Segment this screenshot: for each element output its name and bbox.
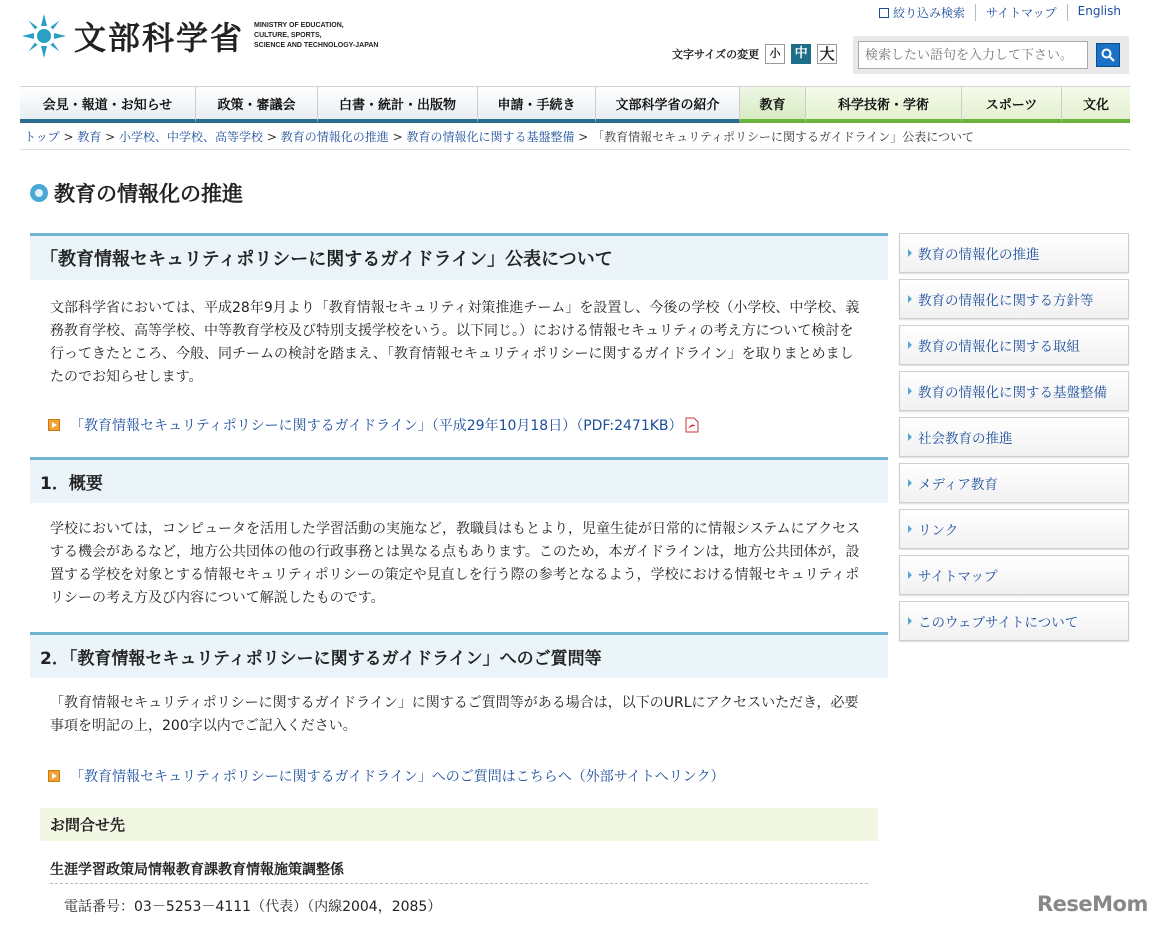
triangle-bullet-icon xyxy=(908,249,912,257)
side-nav xyxy=(899,233,1129,647)
side-item-policy[interactable]: 教育の情報化に関する方針等 xyxy=(899,279,1129,319)
link-arrow-icon xyxy=(48,770,60,782)
breadcrumb-link[interactable]: トップ xyxy=(24,130,60,144)
search-refine-icon xyxy=(879,8,889,18)
triangle-bullet-icon xyxy=(908,571,912,579)
side-item-links[interactable]: リンク xyxy=(899,509,1129,549)
side-item-media[interactable]: メディア教育 xyxy=(899,463,1129,503)
section-heading: 1．概要 xyxy=(30,457,888,503)
english-link[interactable]: English xyxy=(1067,4,1131,21)
side-item-promotion[interactable]: 教育の情報化の推進 xyxy=(899,233,1129,273)
nav-culture[interactable]: 文化 xyxy=(1062,87,1130,123)
pdf-link-row xyxy=(30,415,888,435)
triangle-bullet-icon xyxy=(908,295,912,303)
breadcrumb: トップ > 教育 > 小学校、中学校、高等学校 > 教育の情報化の推進 > 教育の情報化に関する基盤整備 > 「教育情報セキュリティポリシーに関するガイドライン」公表について xyxy=(24,130,974,144)
triangle-bullet-icon xyxy=(908,617,912,625)
main-content xyxy=(30,233,888,916)
section-heading: 2．「教育情報セキュリティポリシーに関するガイドライン」へのご質問等 xyxy=(30,632,888,678)
search-icon xyxy=(1101,48,1115,62)
side-item-social-education[interactable]: 社会教育の推進 xyxy=(899,417,1129,457)
contact-phone: 電話番号：03－5253－4111（代表）（内線2004，2085） xyxy=(64,899,442,915)
font-size-label: 文字サイズの変更 xyxy=(672,48,760,61)
triangle-bullet-icon xyxy=(908,479,912,487)
breadcrumb-link[interactable]: 小学校、中学校、高等学校 xyxy=(119,130,264,144)
guideline-pdf-link[interactable]: 「教育情報セキュリティポリシーに関するガイドライン」（平成29年10月18日）（PDF:2471KB） xyxy=(70,418,683,434)
nav-policy[interactable]: 政策・審議会 xyxy=(196,87,318,123)
section-paragraph: 「教育情報セキュリティポリシーに関するガイドライン」に関するご質問等がある場合は，以下のURLにアクセスいただき，必要事項を明記の上，200字以内でご記入ください。 xyxy=(50,695,859,734)
font-size-medium-button[interactable]: 中 xyxy=(791,44,811,64)
logo-text-jp: 文部科学省 xyxy=(74,19,245,57)
nav-science[interactable]: 科学技術・学術 xyxy=(806,87,962,123)
nav-sports[interactable]: スポーツ xyxy=(962,87,1062,123)
watermark-logo: ReseMom xyxy=(1037,892,1148,916)
breadcrumb-link[interactable]: 教育 xyxy=(77,130,102,144)
link-arrow-icon xyxy=(48,419,60,431)
divider xyxy=(20,149,1130,150)
breadcrumb-current: 「教育情報セキュリティポリシーに関するガイドライン」公表について xyxy=(592,130,974,144)
page-title: 教育の情報化の推進 xyxy=(30,178,243,208)
nav-press[interactable]: 会見・報道・お知らせ xyxy=(20,87,196,123)
font-size-small-button[interactable]: 小 xyxy=(765,44,785,64)
font-size-large-button[interactable]: 大 xyxy=(817,44,837,64)
site-search xyxy=(853,36,1129,74)
sitemap-link[interactable]: サイトマップ xyxy=(975,4,1067,21)
question-link[interactable]: 「教育情報セキュリティポリシーに関するガイドライン」へのご質問はこちらへ（外部サイトへリンク） xyxy=(70,769,725,785)
question-link-row xyxy=(30,766,888,786)
mext-logo[interactable] xyxy=(20,12,378,60)
triangle-bullet-icon xyxy=(908,387,912,395)
mext-emblem-icon xyxy=(20,12,68,60)
contact-department: 生涯学習政策局情報教育課教育情報施策調整係 xyxy=(50,859,868,884)
article-heading: 「教育情報セキュリティポリシーに関するガイドライン」公表について xyxy=(30,233,888,280)
search-button[interactable] xyxy=(1096,43,1120,67)
intro-paragraph: 文部科学省においては、平成28年9月より「教育情報セキュリティ対策推進チーム」を設置し、今後の学校（小学校、中学校、義務教育学校、高等学校、中等教育学校及び特別支援学校をいう。以下同じ。）における情報セキュリティの考え方について検討を行ってきたところ、今般、同チームの検討を踏まえ、「教育情報セキュリティポリシーに関するガイドライン」を取りまとめましたのでお知らせします。 xyxy=(50,300,860,385)
circle-bullet-icon xyxy=(30,184,48,202)
nav-whitepaper[interactable]: 白書・統計・出版物 xyxy=(318,87,478,123)
nav-application[interactable]: 申請・手続き xyxy=(478,87,596,123)
breadcrumb-link[interactable]: 教育の情報化の推進 xyxy=(280,130,389,144)
side-item-infrastructure[interactable]: 教育の情報化に関する基盤整備 xyxy=(899,371,1129,411)
nav-education[interactable]: 教育 xyxy=(740,87,806,123)
breadcrumb-link[interactable]: 教育の情報化に関する基盤整備 xyxy=(406,130,575,144)
global-nav xyxy=(20,86,1130,122)
contact-heading: お問合せ先 xyxy=(40,808,878,841)
pdf-icon xyxy=(685,417,699,433)
side-item-sitemap[interactable]: サイトマップ xyxy=(899,555,1129,595)
logo-text-en: MINISTRY OF EDUCATION, CULTURE, SPORTS, SCIENCE AND TECHNOLOGY-JAPAN xyxy=(254,22,379,49)
refine-search-link[interactable]: 絞り込み検索 xyxy=(869,4,975,21)
triangle-bullet-icon xyxy=(908,433,912,441)
font-size-switcher xyxy=(672,44,837,64)
triangle-bullet-icon xyxy=(908,525,912,533)
section-paragraph: 学校においては，コンピュータを活用した学習活動の実施など，教職員はもとより，児童生徒が日常的に情報システムにアクセスする機会があるなど，地方公共団体の他の行政事務とは異なる点もあります。このため，本ガイドラインは，地方公共団体が，設置する学校を対象とする情報セキュリティポリシーの策定や見直しを行う際の参考となるよう，学校における情報セキュリティポリシーの考え方及び内容について解説したものです。 xyxy=(50,521,861,606)
side-item-about-site[interactable]: このウェブサイトについて xyxy=(899,601,1129,641)
nav-about[interactable]: 文部科学省の紹介 xyxy=(596,87,740,123)
utility-links xyxy=(869,4,1131,21)
search-input[interactable] xyxy=(858,41,1088,69)
triangle-bullet-icon xyxy=(908,341,912,349)
side-item-initiatives[interactable]: 教育の情報化に関する取組 xyxy=(899,325,1129,365)
